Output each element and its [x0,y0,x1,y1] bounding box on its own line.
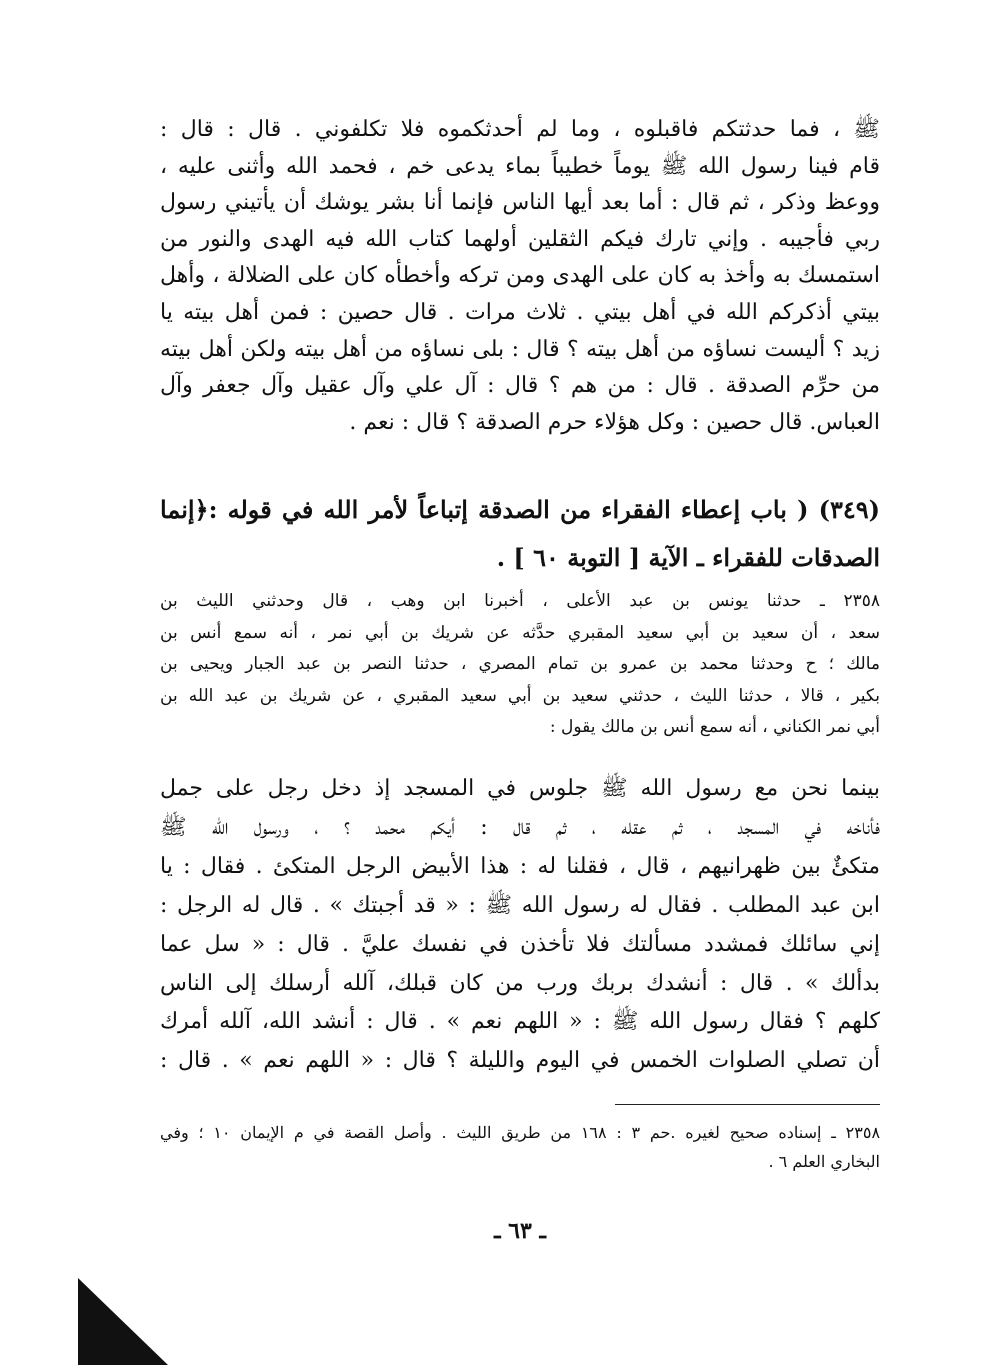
footnote-line: ٢٣٥٨ ـ إسناده صحيح لغيره .حم ٣ : ١٦٨ من طريق الليث . وأصل القصة في م الإيمان ١٠ ؛ وفي [160,1123,880,1142]
text-line: استمسك به وأخذ به كان على الهدى ومن تركه وأخطأه كان على الضلالة ، وأهل [160,263,880,289]
text-line: بدألك » . قال : أنشدك بربك ورب من كان قبلك، آلله أرسلك إلى الناس [160,970,880,996]
text-line: زيد ؟ أليست نساؤه من أهل بيته ؟ قال : بلى نساؤه من أهل بيته ولكن أهل بيته [160,336,880,362]
text-line: كلهم ؟ فقال رسول الله ﷺ : « اللهم نعم » . قال : أنشد الله، آلله أمرك [160,1009,880,1035]
text-line: قام فينا رسول الله ﷺ يوماً خطيباً بماء يدعى خم ، فحمد الله وأثنى عليه ، [160,153,880,179]
page-number: ـ ٦٣ ـ [494,1218,546,1244]
text-line: ووعظ وذكر ، ثم قال : أما بعد أيها الناس فإنما أنا بشر يوشك أن يأتيني رسول [160,190,880,216]
heading-line: (٣٤٩) ( باب إعطاء الفقراء من الصدقة إتباعاً لأمر الله في قوله :﴿إنما [160,495,880,524]
footnote-divider [615,1104,880,1105]
text-line: العباس. قال حصين : وكل هؤلاء حرم الصدقة ؟ قال : نعم . [349,409,880,435]
isnad-line: مالك ؛ ح وحدثنا محمد بن عمرو بن تمام المصري ، حدثنا النصر بن عبد الجبار ويحيى بن [160,654,880,674]
isnad-line: ٢٣٥٨ ـ حدثنا يونس بن عبد الأعلى ، أخبرنا ابن وهب ، قال وحدثني الليث بن [160,591,880,611]
isnad-line: سعد ، أن سعيد بن أبي سعيد المقبري حدَّثه عن شريك بن أبي نمر ، أنه سمع أنس بن [160,622,880,643]
text-line: أن تصلي الصلوات الخمس في اليوم والليلة ؟ قال : « اللهم نعم » . قال : [160,1048,880,1074]
text-line: من حرِّم الصدقة . قال : من هم ؟ قال : آل علي وآل عقيل وآل جعفر وآل [160,373,880,399]
text-line: إني سائلك فمشدد مسألتك فلا تأخذن في نفسك عليَّ . قال : « سل عما [160,931,880,957]
text-line: بينما نحن مع رسول الله ﷺ جلوس في المسجد إذ دخل رجل على جمل [160,776,880,801]
body-paragraph-1 [160,112,880,441]
heading-line: الصدقات للفقراء ـ الآية [ التوبة ٦٠ ] . [496,543,880,572]
isnad-line: أبي نمر الكناني ، أنه سمع أنس بن مالك يقول : [549,717,880,737]
text-line: ربي فأجيبه . وإني تارك فيكم الثقلين أولهما كتاب الله فيه الهدى والنور من [160,226,880,252]
scan-shadow-corner [78,1278,168,1365]
text-line: ابن عبد المطلب . فقال له رسول الله ﷺ : « قد أجبتك » . قال له الرجل : [160,892,880,918]
text-line: ﷺ ، فما حدثتكم فاقبلوه ، وما لم أحدثكموه فلا تكلفوني . قال : قال : [160,117,880,142]
body-paragraph-2 [160,770,880,1081]
footnote-line: البخاري العلم ٦ . [768,1152,880,1171]
chapter-heading [160,486,880,582]
text-line: فأناخه في المسجد ، ثم عقله ، ثم قال : أيكم محمد ؟ ، ورسول الله ﷺ [160,814,880,840]
isnad-line: بكير ، قالا ، حدثنا الليث ، حدثني سعيد بن أبي سعيد المقبري ، عن شريك بن عبد الله بن [160,685,880,706]
text-line: بيتي أذكركم الله في أهل بيتي . ثلاث مرات . قال حصين : فمن أهل بيته يا [160,299,880,325]
hadith-isnad [160,586,880,744]
text-line: متكئٌ بين ظهرانيهم ، قال ، فقلنا له : هذا الأبيض الرجل المتكئ . فقال : يا [160,853,880,879]
footnote [160,1118,880,1176]
